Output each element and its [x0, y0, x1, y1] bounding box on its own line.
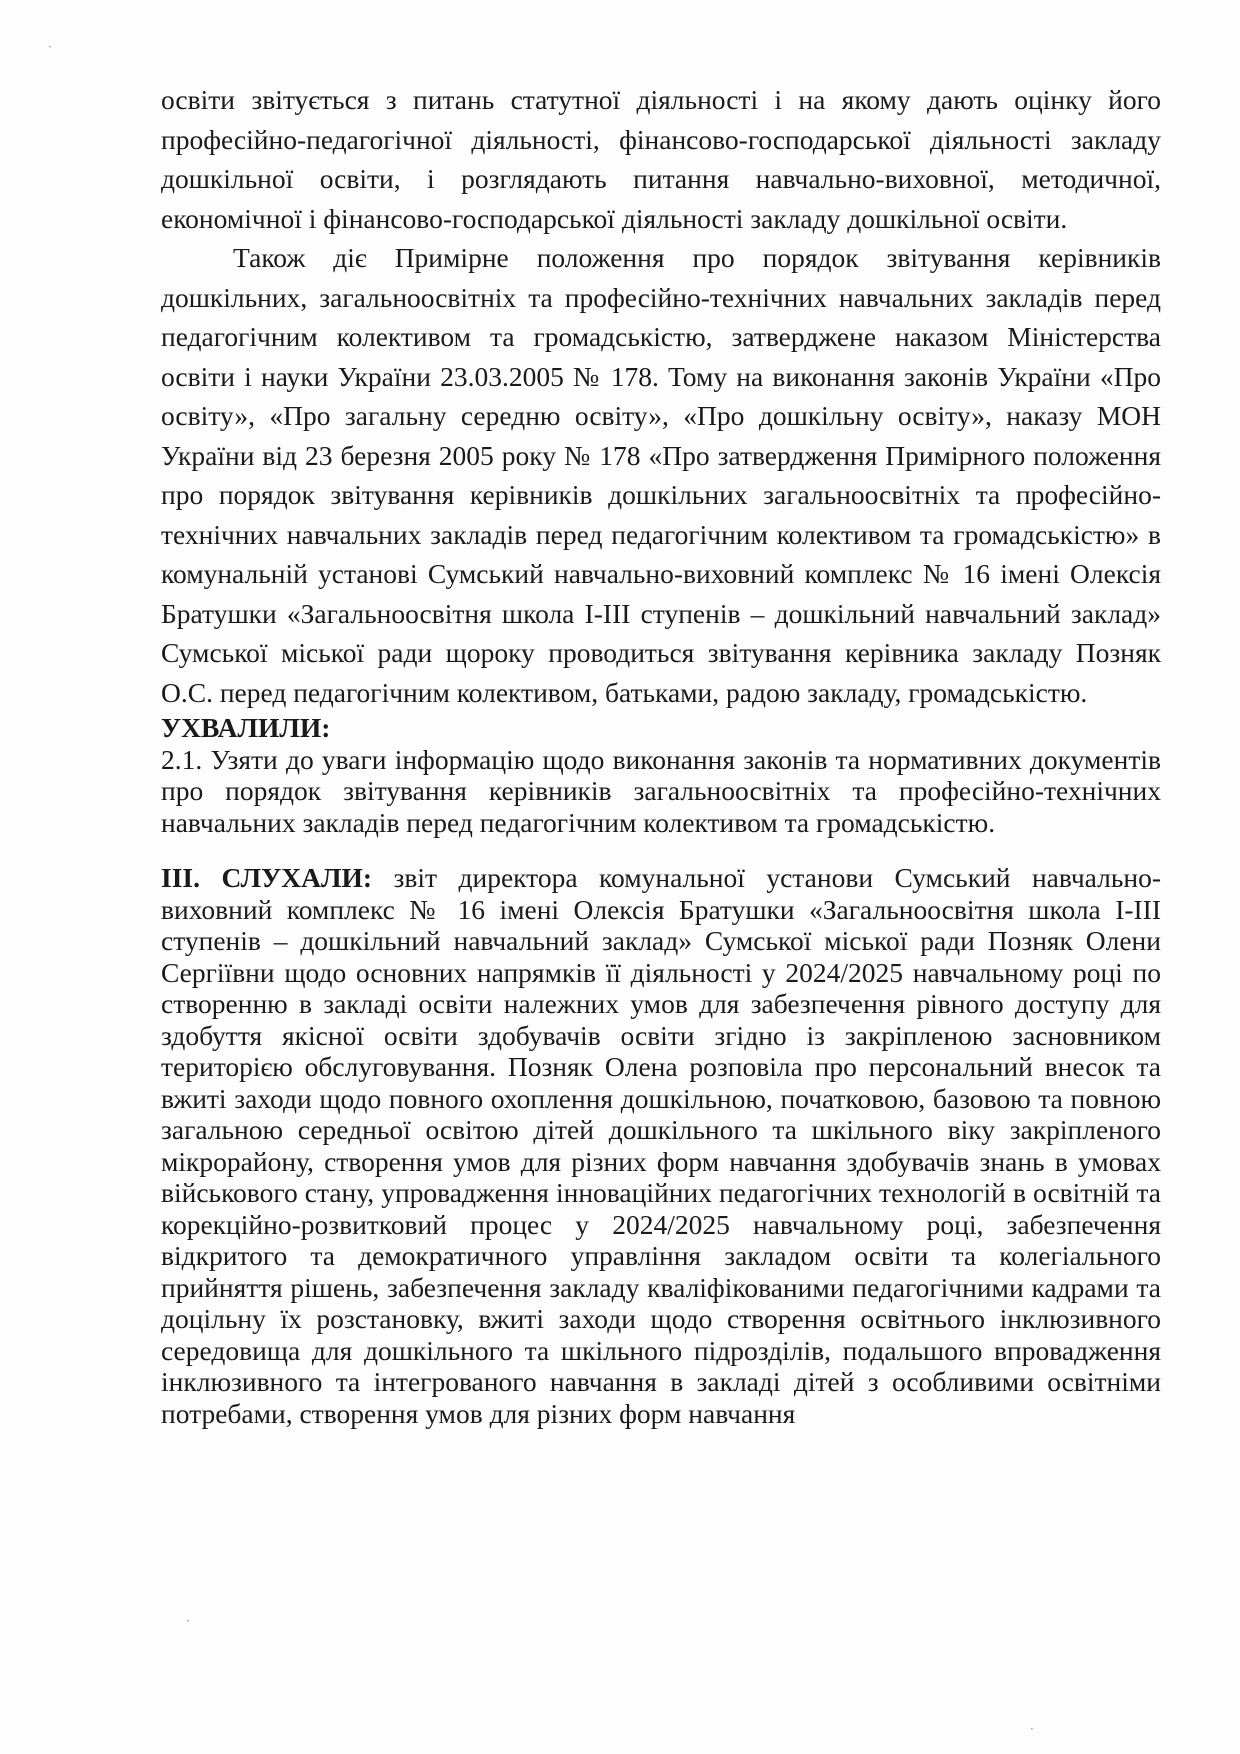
heading-resolved: УХВАЛИЛИ: — [161, 712, 331, 743]
resolution-item: 2.1. Узяти до уваги інформацію щодо виконання законів та нормативних документів про порядок звітування керівників загальноосвітніх та професійно-технічних навчальних закладів перед педагогічним колективом та громадськістю. — [161, 743, 1161, 838]
section-spacer — [161, 838, 1161, 862]
scan-speck: · — [1030, 1722, 1034, 1736]
document-body — [161, 80, 1161, 1429]
section-3-text: звіт директора комунальної установи Сумський навчально-виховний комплекс № 16 імені Олексія Братушки «Загальноосвітня школа І-ІІІ ступенів – дошкільний навчальний заклад» Сумської міської ради Позняк Олени Сергіївни щодо основних напрямків її діяльності у 2024/2025 навчальному році по створенню в закладі освіти належних умов для забезпечення рівного доступу для здобуття якісної освіти здобувачів освіти згідно із закріпленою засновником територією обслуговування. Позняк Олена розповіла про персональний внесок та вжиті заходи щодо повного охоплення дошкільною, початковою, базовою та повною загальною середньої освітою дітей дошкільного та шкільного віку закріпленого мікрорайону, створення умов для різних форм навчання здобувачів знань в умовах військового стану, упровадження інноваційних педагогічних технологій в освітній та корекційно-розвитковий процес у 2024/2025 навчальному році, забезпечення відкритого та демократичного управління закладом освіти та колегіального прийняття рішень, забезпечення закладу кваліфікованими педагогічними кадрами та доцільну їх розстановку, вжиті заходи щодо створення освітнього інклюзивного середовища для дошкільного та шкільного підрозділів, подальшого впровадження інклюзивного та інтегрованого навчання в закладі дітей з особливими освітніми потребами, створення умов для різних форм навчання — [161, 862, 1161, 1429]
section-3-label: ІІІ. СЛУХАЛИ: — [161, 862, 373, 893]
section-3-heard — [161, 862, 1161, 1429]
scan-speck: · — [48, 40, 52, 54]
paragraph-continuation: освіти звітується з питань статутної діяльності і на якому дають оцінку його професійно-педагогічної діяльності, фінансово-господарської діяльності закладу дошкільної освіти, і розглядають питання навчально-виховної, методичної, економічної і фінансово-господарської діяльності закладу дошкільної освіти. — [161, 84, 1161, 234]
scan-speck: · — [186, 1614, 190, 1628]
paragraph-regulation: Також діє Примірне положення про порядок звітування керівників дошкільних, загальноосвітніх та професійно-технічних навчальних закладів перед педагогічним колективом та громадськістю, затверджене наказом Міністерства освіти і науки України 23.03.2005 № 178. Тому на виконання законів України «Про освіту», «Про загальну середню освіту», «Про дошкільну освіту», наказу МОН України від 23 березня 2005 року № 178 «Про затвердження Примірного положення про порядок звітування керівників дошкільних загальноосвітніх та професійно-технічних навчальних закладів перед педагогічним колективом та громадськістю» в комунальній установі Сумський навчально-виховний комплекс № 16 імені Олексія Братушки «Загальноосвітня школа I-III ступенів – дошкільний навчальний заклад» Сумської міської ради щороку проводиться звітування керівника закладу Позняк О.С. перед педагогічним колективом, батьками, радою закладу, громадськістю. — [161, 242, 1161, 708]
